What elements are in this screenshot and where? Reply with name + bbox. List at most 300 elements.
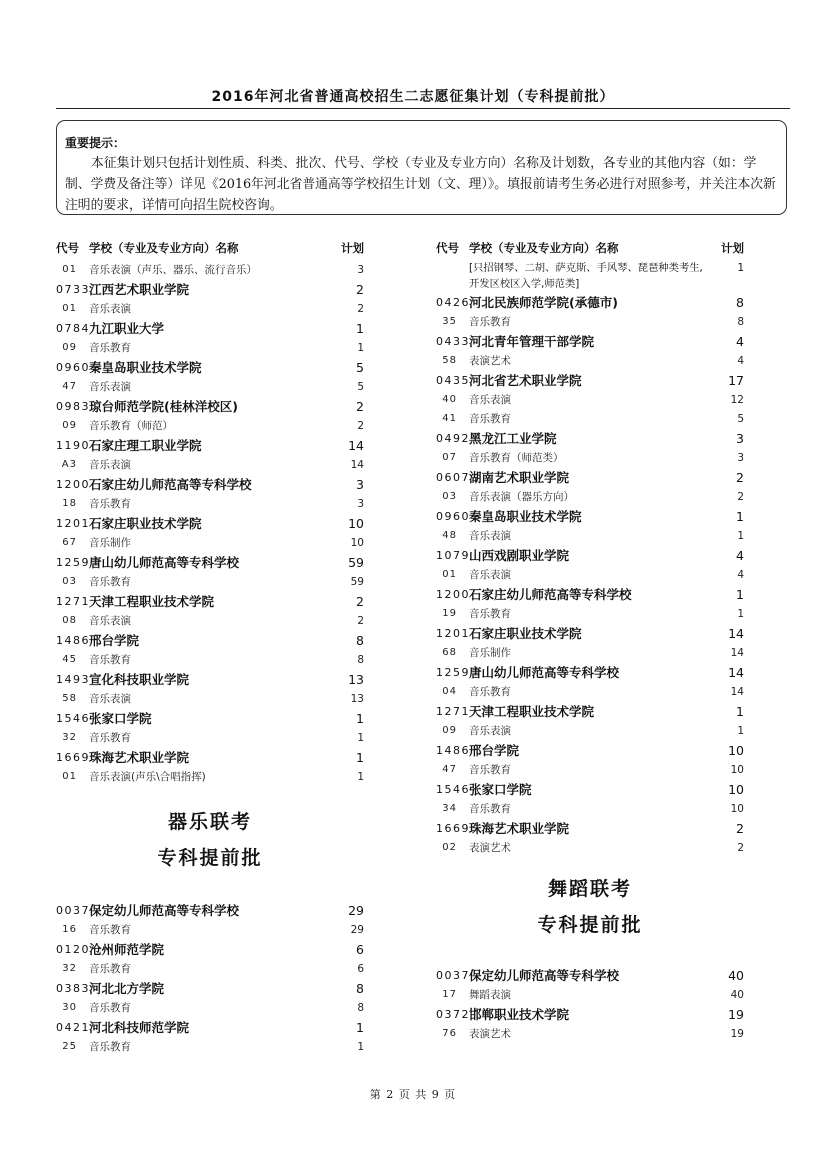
major-name: 音乐教育 xyxy=(89,654,131,666)
school-code: 1271 xyxy=(436,704,470,718)
major-row xyxy=(56,416,364,435)
major-row xyxy=(56,998,364,1017)
school-row xyxy=(436,1004,744,1024)
school-code: 0037 xyxy=(56,903,90,917)
major-num: 4 xyxy=(737,568,744,581)
major-row xyxy=(436,312,744,331)
major-row xyxy=(436,565,744,584)
major-row xyxy=(436,760,744,779)
major-name: 音乐制作 xyxy=(469,647,511,659)
school-code: 1190 xyxy=(56,438,90,452)
school-num: 1 xyxy=(356,749,364,765)
major-name: 音乐教育 xyxy=(89,1002,131,1014)
major-code: 48 xyxy=(442,530,457,541)
major-name: 音乐表演 xyxy=(469,725,511,737)
major-name: 音乐教育 xyxy=(469,608,511,620)
school-num: 5 xyxy=(356,359,364,375)
major-code: 09 xyxy=(62,342,77,353)
major-num: 12 xyxy=(730,393,744,406)
school-code: 1079 xyxy=(436,548,470,562)
major-num: 1 xyxy=(357,341,364,354)
major-num: 14 xyxy=(350,458,364,471)
school-name: 河北北方学院 xyxy=(89,981,165,996)
school-code: 0383 xyxy=(56,981,90,995)
school-row xyxy=(436,818,744,838)
school-num: 2 xyxy=(736,820,744,836)
major-code: 67 xyxy=(62,537,77,548)
major-name: 音乐表演 xyxy=(89,615,131,627)
school-name: 湖南艺术职业学院 xyxy=(469,470,570,485)
school-row xyxy=(436,467,744,487)
major-num: 3 xyxy=(357,497,364,510)
school-num: 17 xyxy=(728,372,744,388)
school-name: 珠海艺术职业学院 xyxy=(469,821,570,836)
major-name: 音乐教育 xyxy=(89,1041,131,1053)
major-name: 表演艺术 xyxy=(469,842,511,854)
school-code: 0983 xyxy=(56,399,90,413)
notice-box xyxy=(56,120,787,215)
school-row xyxy=(56,591,364,611)
major-row xyxy=(56,611,364,630)
school-name: 邢台学院 xyxy=(89,633,140,648)
school-row xyxy=(436,545,744,565)
major-num: 4 xyxy=(737,354,744,367)
header-plan: 计划 xyxy=(721,241,744,255)
major-code: 18 xyxy=(62,498,77,509)
major-row xyxy=(56,572,364,591)
school-num: 8 xyxy=(356,980,364,996)
major-code: 68 xyxy=(442,647,457,658)
school-code: 1271 xyxy=(56,594,90,608)
major-name: 音乐教育 xyxy=(89,498,131,510)
major-code: 07 xyxy=(442,452,457,463)
major-row xyxy=(56,728,364,747)
major-name: 音乐表演（声乐、器乐、流行音乐） xyxy=(89,264,257,276)
major-code: 09 xyxy=(62,420,77,431)
major-row xyxy=(56,455,364,474)
school-row xyxy=(436,779,744,799)
major-num: 5 xyxy=(737,412,744,425)
school-row xyxy=(56,939,364,959)
major-name: 音乐教育（师范类） xyxy=(469,452,564,464)
school-code: 1669 xyxy=(436,821,470,835)
major-row xyxy=(56,494,364,513)
school-code: 1201 xyxy=(56,516,90,530)
notice-heading: 重要提示： xyxy=(65,136,126,150)
school-row xyxy=(436,584,744,604)
major-num: 3 xyxy=(737,451,744,464)
school-row xyxy=(436,740,744,760)
school-name: 邢台学院 xyxy=(469,743,520,758)
major-row xyxy=(56,377,364,396)
school-row xyxy=(56,900,364,920)
school-row xyxy=(436,623,744,643)
major-row xyxy=(436,409,744,428)
header-name: 学校（专业及专业方向）名称 xyxy=(469,241,619,255)
major-code: 02 xyxy=(442,842,457,853)
major-row xyxy=(436,985,744,1004)
school-num: 1 xyxy=(736,508,744,524)
major-num: 2 xyxy=(357,419,364,432)
school-name: 张家口学院 xyxy=(469,782,532,797)
school-num: 1 xyxy=(356,710,364,726)
header-plan: 计划 xyxy=(341,241,364,255)
school-row xyxy=(436,506,744,526)
major-row xyxy=(436,838,744,857)
school-row xyxy=(56,747,364,767)
school-name: 唐山幼儿师范高等专科学校 xyxy=(469,665,620,680)
school-num: 10 xyxy=(348,515,364,531)
school-num: 2 xyxy=(356,593,364,609)
school-code: 0607 xyxy=(436,470,470,484)
major-num: 13 xyxy=(350,692,364,705)
major-num: 1 xyxy=(357,770,364,783)
school-row xyxy=(436,370,744,390)
school-num: 2 xyxy=(736,469,744,485)
school-num: 14 xyxy=(728,664,744,680)
school-name: 天津工程职业技术学院 xyxy=(469,704,595,719)
school-row xyxy=(436,701,744,721)
school-num: 4 xyxy=(736,547,744,563)
school-num: 14 xyxy=(348,437,364,453)
major-name: 音乐教育 xyxy=(469,316,511,328)
school-num: 1 xyxy=(356,1019,364,1035)
major-name: 音乐教育 xyxy=(89,576,131,588)
major-name: 音乐表演(声乐\合唱指挥) xyxy=(89,771,206,783)
school-name: 保定幼儿师范高等专科学校 xyxy=(89,903,240,918)
major-code: 01 xyxy=(62,264,77,275)
major-num: 14 xyxy=(730,646,744,659)
major-row xyxy=(56,959,364,978)
major-code: 40 xyxy=(442,394,457,405)
school-row xyxy=(436,965,744,985)
school-name: 秦皇岛职业技术学院 xyxy=(89,360,202,375)
major-name: 音乐表演（器乐方向） xyxy=(469,491,574,503)
major-num: 1 xyxy=(357,731,364,744)
school-name: 天津工程职业技术学院 xyxy=(89,594,215,609)
major-num: 2 xyxy=(737,841,744,854)
school-num: 59 xyxy=(348,554,364,570)
major-num: 10 xyxy=(730,763,744,776)
major-code: A3 xyxy=(61,459,77,470)
major-code: 19 xyxy=(442,608,457,619)
major-code: 04 xyxy=(442,686,457,697)
note-row xyxy=(436,260,744,292)
major-code: 25 xyxy=(62,1041,77,1052)
major-row xyxy=(56,650,364,669)
school-name: 珠海艺术职业学院 xyxy=(89,750,190,765)
major-row xyxy=(436,448,744,467)
school-num: 3 xyxy=(356,476,364,492)
school-num: 1 xyxy=(736,703,744,719)
major-name: [只招钢琴、二胡、萨克斯、手风琴、琵琶种类考生,开发区校区入学,师范类] xyxy=(469,262,703,290)
major-code: 41 xyxy=(442,413,457,424)
major-row xyxy=(56,1037,364,1056)
school-num: 2 xyxy=(356,398,364,414)
major-num: 2 xyxy=(737,490,744,503)
school-name: 河北省艺术职业学院 xyxy=(469,373,582,388)
major-num: 19 xyxy=(730,1027,744,1040)
section-instrument-line2: 专科提前批 xyxy=(157,847,263,869)
school-name: 河北民族师范学院(承德市) xyxy=(469,295,618,310)
school-row xyxy=(56,978,364,998)
major-code: 01 xyxy=(62,303,77,314)
school-num: 4 xyxy=(736,333,744,349)
school-row xyxy=(436,428,744,448)
school-name: 宣化科技职业学院 xyxy=(89,672,190,687)
major-num: 14 xyxy=(730,685,744,698)
school-num: 10 xyxy=(728,742,744,758)
major-name: 音乐表演 xyxy=(89,381,131,393)
right-list-2 xyxy=(436,965,744,1043)
major-name: 音乐教育 xyxy=(89,963,131,975)
major-row xyxy=(436,604,744,623)
school-code: 0120 xyxy=(56,942,90,956)
school-name: 黑龙江工业学院 xyxy=(469,431,557,446)
major-code: 76 xyxy=(442,1028,457,1039)
school-num: 13 xyxy=(348,671,364,687)
major-row xyxy=(436,682,744,701)
major-code: 03 xyxy=(62,576,77,587)
school-code: 0037 xyxy=(436,968,470,982)
section-dance-line2: 专科提前批 xyxy=(537,914,643,936)
school-row xyxy=(56,513,364,533)
school-row xyxy=(436,662,744,682)
school-row xyxy=(56,669,364,689)
major-code: 34 xyxy=(442,803,457,814)
right-column xyxy=(436,236,744,1043)
major-row xyxy=(436,643,744,662)
school-name: 江西艺术职业学院 xyxy=(89,282,190,297)
school-name: 九江职业大学 xyxy=(89,321,165,336)
notice-body: 本征集计划只包括计划性质、科类、批次、代号、学校（专业及专业方向）名称及计划数，各专业的其他内容（如：学制、学费及备注等）详见《2016年河北省普通高等学校招生计划（文、理）》。填报前请考生务必进行对照参考，并关注本次新注明的要求，详情可向招生院校咨询。 xyxy=(65,156,776,213)
page-footer: 第 2 页 共 9 页 xyxy=(369,1088,457,1101)
major-row xyxy=(56,767,364,786)
school-code: 0435 xyxy=(436,373,470,387)
header-code: 代号 xyxy=(436,241,459,255)
major-row xyxy=(56,689,364,708)
major-row xyxy=(436,799,744,818)
section-instrument xyxy=(56,804,364,876)
major-name: 音乐表演 xyxy=(469,530,511,542)
major-code: 30 xyxy=(62,1002,77,1013)
school-row xyxy=(56,357,364,377)
school-name: 秦皇岛职业技术学院 xyxy=(469,509,582,524)
school-code: 1486 xyxy=(436,743,470,757)
left-column xyxy=(56,236,364,1056)
major-code: 58 xyxy=(442,355,457,366)
major-name: 舞蹈表演 xyxy=(469,989,511,1001)
school-code: 1546 xyxy=(436,782,470,796)
column-header xyxy=(56,236,364,260)
section-dance-line1: 舞蹈联考 xyxy=(547,878,632,900)
school-row xyxy=(56,1017,364,1037)
school-row xyxy=(56,630,364,650)
school-name: 石家庄职业技术学院 xyxy=(469,626,582,641)
school-row xyxy=(56,318,364,338)
major-name: 音乐表演 xyxy=(89,459,131,471)
major-name: 音乐教育 xyxy=(89,924,131,936)
header-name: 学校（专业及专业方向）名称 xyxy=(89,241,239,255)
major-num: 1 xyxy=(737,607,744,620)
school-num: 1 xyxy=(736,586,744,602)
major-row xyxy=(56,920,364,939)
school-row xyxy=(56,708,364,728)
school-num: 40 xyxy=(728,967,744,983)
major-code: 16 xyxy=(62,924,77,935)
major-name: 音乐教育 xyxy=(89,342,131,354)
school-row xyxy=(436,292,744,312)
school-num: 8 xyxy=(356,632,364,648)
school-row xyxy=(436,331,744,351)
left-list-2 xyxy=(56,900,364,1056)
major-code: 01 xyxy=(442,569,457,580)
major-num: 1 xyxy=(357,1040,364,1053)
major-name: 表演艺术 xyxy=(469,1028,511,1040)
school-num: 19 xyxy=(728,1006,744,1022)
major-row xyxy=(56,338,364,357)
major-row xyxy=(436,721,744,740)
major-row xyxy=(436,487,744,506)
major-name: 音乐表演 xyxy=(469,569,511,581)
major-num: 3 xyxy=(357,263,364,276)
school-code: 0784 xyxy=(56,321,90,335)
school-name: 河北科技师范学院 xyxy=(89,1020,190,1035)
left-list xyxy=(56,260,364,786)
school-code: 0426 xyxy=(436,295,470,309)
school-name: 石家庄幼儿师范高等专科学校 xyxy=(89,477,252,492)
school-row xyxy=(56,474,364,494)
section-instrument-line1: 器乐联考 xyxy=(167,811,252,833)
school-row xyxy=(56,279,364,299)
major-row xyxy=(56,533,364,552)
major-name: 音乐教育 xyxy=(89,732,131,744)
school-num: 3 xyxy=(736,430,744,446)
school-num: 6 xyxy=(356,941,364,957)
major-num: 40 xyxy=(730,988,744,1001)
school-code: 0492 xyxy=(436,431,470,445)
school-code: 0733 xyxy=(56,282,90,296)
school-code: 1200 xyxy=(56,477,90,491)
school-code: 0960 xyxy=(56,360,90,374)
school-code: 0960 xyxy=(436,509,470,523)
major-num: 1 xyxy=(737,724,744,737)
school-name: 石家庄幼儿师范高等专科学校 xyxy=(469,587,632,602)
major-num: 10 xyxy=(350,536,364,549)
major-num: 29 xyxy=(350,923,364,936)
school-code: 1546 xyxy=(56,711,90,725)
school-num: 1 xyxy=(356,320,364,336)
school-code: 0421 xyxy=(56,1020,90,1034)
major-name: 音乐制作 xyxy=(89,537,131,549)
major-code: 17 xyxy=(442,989,457,1000)
major-code: 58 xyxy=(62,693,77,704)
major-code: 45 xyxy=(62,654,77,665)
school-num: 14 xyxy=(728,625,744,641)
major-name: 表演艺术 xyxy=(469,355,511,367)
school-code: 1200 xyxy=(436,587,470,601)
school-name: 琼台师范学院(桂林洋校区) xyxy=(89,399,238,414)
major-num: 1 xyxy=(737,529,744,542)
school-code: 1259 xyxy=(56,555,90,569)
school-name: 山西戏剧职业学院 xyxy=(469,548,570,563)
major-code: 32 xyxy=(62,963,77,974)
major-code: 32 xyxy=(62,732,77,743)
major-name: 音乐教育 xyxy=(469,803,511,815)
school-code: 1669 xyxy=(56,750,90,764)
major-name: 音乐表演 xyxy=(89,693,131,705)
major-num: 6 xyxy=(357,962,364,975)
column-header xyxy=(436,236,744,260)
major-name: 音乐教育（师范） xyxy=(89,420,173,432)
major-name: 音乐教育 xyxy=(469,686,511,698)
school-row xyxy=(56,396,364,416)
major-num: 8 xyxy=(737,315,744,328)
school-name: 沧州师范学院 xyxy=(89,942,165,957)
school-code: 1259 xyxy=(436,665,470,679)
school-code: 1486 xyxy=(56,633,90,647)
major-row xyxy=(436,390,744,409)
title-rule xyxy=(56,108,790,109)
major-code: 47 xyxy=(442,764,457,775)
school-code: 0372 xyxy=(436,1007,470,1021)
school-name: 河北青年管理干部学院 xyxy=(469,334,595,349)
major-row xyxy=(436,1024,744,1043)
school-num: 8 xyxy=(736,294,744,310)
major-code: 03 xyxy=(442,491,457,502)
school-name: 保定幼儿师范高等专科学校 xyxy=(469,968,620,983)
school-code: 1201 xyxy=(436,626,470,640)
major-name: 音乐教育 xyxy=(469,413,511,425)
school-code: 0433 xyxy=(436,334,470,348)
major-num: 2 xyxy=(357,614,364,627)
school-num: 2 xyxy=(356,281,364,297)
header-code: 代号 xyxy=(56,241,79,255)
major-name: 音乐教育 xyxy=(469,764,511,776)
major-row xyxy=(56,260,364,279)
major-name: 音乐表演 xyxy=(469,394,511,406)
major-code: 47 xyxy=(62,381,77,392)
major-code: 35 xyxy=(442,316,457,327)
major-row xyxy=(436,526,744,545)
major-row xyxy=(56,299,364,318)
major-num: 10 xyxy=(730,802,744,815)
major-row xyxy=(436,351,744,370)
major-code: 01 xyxy=(62,771,77,782)
major-num: 8 xyxy=(357,653,364,666)
school-num: 10 xyxy=(728,781,744,797)
school-row xyxy=(56,552,364,572)
major-num: 2 xyxy=(357,302,364,315)
school-name: 石家庄理工职业学院 xyxy=(89,438,202,453)
right-list xyxy=(436,260,744,857)
school-name: 石家庄职业技术学院 xyxy=(89,516,202,531)
school-name: 邯郸职业技术学院 xyxy=(469,1007,570,1022)
school-code: 1493 xyxy=(56,672,90,686)
school-name: 唐山幼儿师范高等专科学校 xyxy=(89,555,240,570)
major-code: 09 xyxy=(442,725,457,736)
school-row xyxy=(56,435,364,455)
major-num: 59 xyxy=(350,575,364,588)
major-code: 08 xyxy=(62,615,77,626)
school-name: 张家口学院 xyxy=(89,711,152,726)
major-num: 1 xyxy=(737,262,744,274)
school-num: 29 xyxy=(348,902,364,918)
major-num: 5 xyxy=(357,380,364,393)
section-dance xyxy=(436,871,744,943)
page-title: 2016年河北省普通高校招生二志愿征集计划（专科提前批） xyxy=(211,89,615,105)
major-num: 8 xyxy=(357,1001,364,1014)
